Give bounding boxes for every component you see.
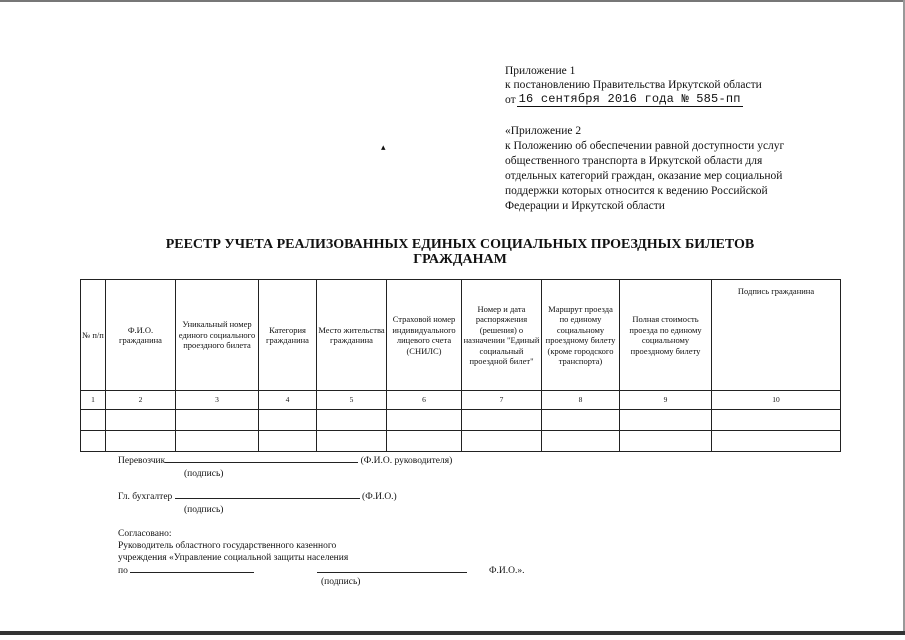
header-cell: Полная стоимость проезда по единому социальному проездному билету bbox=[620, 280, 712, 391]
carrier-signature-line bbox=[118, 455, 452, 467]
column-number: 5 bbox=[317, 391, 387, 410]
header-cell: Страховой номер индивидуального лицевого счета (СНИЛС) bbox=[387, 280, 462, 391]
table-cell[interactable] bbox=[462, 431, 542, 452]
column-number: 3 bbox=[176, 391, 259, 410]
table-header-row bbox=[81, 280, 841, 391]
table-cell[interactable] bbox=[106, 431, 176, 452]
table-cell[interactable] bbox=[712, 410, 841, 431]
document-title-line: РЕЕСТР УЧЕТА РЕАЛИЗОВАННЫХ ЕДИНЫХ СОЦИАЛЬНЫХ ПРОЕЗДНЫХ БИЛЕТОВ bbox=[165, 237, 755, 252]
table-cell[interactable] bbox=[620, 431, 712, 452]
agreed-label: Согласовано: bbox=[118, 529, 172, 539]
carrier-fio-caption: (Ф.И.О. руководителя) bbox=[360, 456, 453, 466]
table-row bbox=[81, 410, 841, 431]
table-cell[interactable] bbox=[81, 431, 106, 452]
header-cell: Маршрут проезда по единому социальному проездному билету (кроме городского транспорта) bbox=[542, 280, 620, 391]
table-cell[interactable] bbox=[712, 431, 841, 452]
appendix-2-title: «Приложение 2 bbox=[505, 125, 582, 137]
carrier-label: Перевозчик bbox=[118, 456, 166, 466]
header-cell: Подпись гражданина bbox=[712, 280, 841, 391]
header-cell: Ф.И.О. гражданина bbox=[106, 280, 176, 391]
table-cell[interactable] bbox=[176, 410, 259, 431]
appendix-1-block bbox=[505, 64, 762, 107]
accountant-fio-caption: (Ф.И.О.) bbox=[362, 492, 397, 502]
table-cell[interactable] bbox=[259, 431, 317, 452]
appendix-2-text-line: общественного транспорта в Иркутской области для bbox=[505, 155, 763, 167]
header-cell: Номер и дата распоряжения (решения) о назначении "Единый социальный проездной билет" bbox=[462, 280, 542, 391]
head-po-label: по bbox=[118, 566, 128, 576]
appendix-2-text-line: поддержки которых относится к ведению Российской bbox=[505, 185, 768, 197]
column-number: 9 bbox=[620, 391, 712, 410]
page-border-bottom bbox=[0, 631, 905, 635]
column-number: 7 bbox=[462, 391, 542, 410]
appendix-2-block bbox=[505, 124, 805, 214]
table-cell[interactable] bbox=[387, 431, 462, 452]
head-district-field[interactable] bbox=[130, 572, 254, 573]
table-number-row bbox=[81, 391, 841, 410]
document-title bbox=[60, 237, 860, 267]
appendix-1-decree: к постановлению Правительства Иркутской области bbox=[505, 79, 762, 91]
column-number: 8 bbox=[542, 391, 620, 410]
appendix-1-date-prefix: от bbox=[505, 94, 516, 106]
head-position-line: учреждения «Управление социальной защиты населения bbox=[118, 553, 349, 563]
table-cell[interactable] bbox=[81, 410, 106, 431]
column-number: 1 bbox=[81, 391, 106, 410]
header-cell: Категория гражданина bbox=[259, 280, 317, 391]
stray-mark: ▴ bbox=[381, 142, 386, 152]
table-cell[interactable] bbox=[317, 410, 387, 431]
header-cell: № п/п bbox=[81, 280, 106, 391]
appendix-2-text-line: отдельных категорий граждан, оказание мер социальной bbox=[505, 170, 783, 182]
header-cell: Уникальный номер единого социального проездного билета bbox=[176, 280, 259, 391]
column-number: 4 bbox=[259, 391, 317, 410]
appendix-1-date-line bbox=[505, 92, 762, 107]
accountant-signature-field[interactable] bbox=[175, 498, 360, 499]
page-border-top bbox=[0, 0, 905, 2]
table-cell[interactable] bbox=[317, 431, 387, 452]
accountant-signature-line bbox=[118, 491, 397, 503]
column-number: 2 bbox=[106, 391, 176, 410]
registry-table bbox=[80, 279, 841, 452]
table-cell[interactable] bbox=[620, 410, 712, 431]
table-cell[interactable] bbox=[542, 410, 620, 431]
head-sign-caption: (подпись) bbox=[321, 577, 361, 587]
column-number: 10 bbox=[712, 391, 841, 410]
carrier-sign-caption: (подпись) bbox=[184, 469, 224, 479]
table-cell[interactable] bbox=[176, 431, 259, 452]
table-cell[interactable] bbox=[106, 410, 176, 431]
head-fio-caption: Ф.И.О.». bbox=[488, 566, 525, 576]
table-cell[interactable] bbox=[387, 410, 462, 431]
carrier-signature-field[interactable] bbox=[165, 462, 358, 463]
appendix-2-text-line: к Положению об обеспечении равной доступности услуг bbox=[505, 140, 785, 152]
table-cell[interactable] bbox=[462, 410, 542, 431]
appendix-2-text-line: Федерации и Иркутской области bbox=[505, 200, 665, 212]
appendix-1-date: 16 сентября 2016 года № 585-пп bbox=[518, 92, 741, 106]
table-row bbox=[81, 431, 841, 452]
accountant-label: Гл. бухгалтер bbox=[118, 492, 173, 502]
column-number: 6 bbox=[387, 391, 462, 410]
table-cell[interactable] bbox=[542, 431, 620, 452]
document-title-line: ГРАЖДАНАМ bbox=[413, 252, 507, 267]
appendix-1-title: Приложение 1 bbox=[505, 65, 576, 77]
accountant-sign-caption: (подпись) bbox=[184, 505, 224, 515]
header-cell: Место жительства гражданина bbox=[317, 280, 387, 391]
head-signature-field[interactable] bbox=[317, 572, 467, 573]
head-position-line: Руководитель областного государственного казенного bbox=[118, 541, 337, 551]
table-cell[interactable] bbox=[259, 410, 317, 431]
